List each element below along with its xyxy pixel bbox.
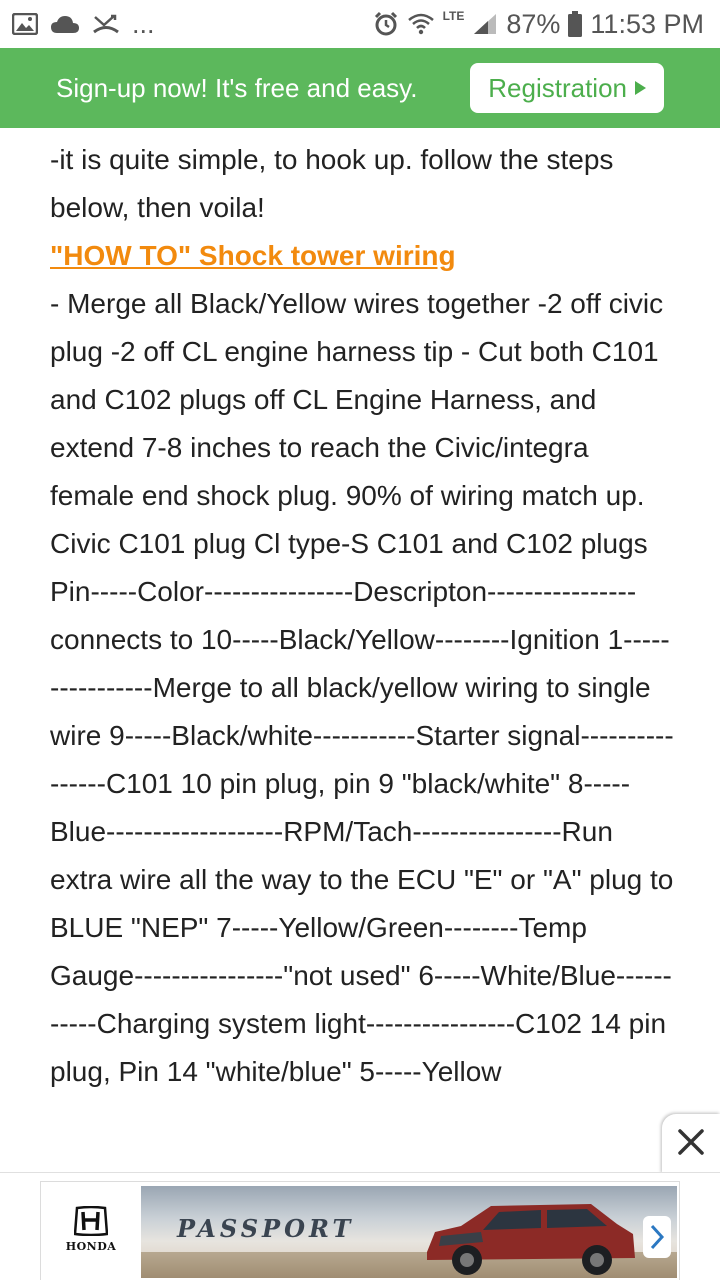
ad-headline: PASSPORT bbox=[177, 1214, 355, 1243]
wifi-icon bbox=[407, 12, 435, 36]
cloud-icon bbox=[50, 14, 80, 34]
gallery-icon bbox=[12, 13, 38, 35]
registration-button[interactable] bbox=[470, 63, 664, 113]
alarm-icon bbox=[373, 11, 399, 37]
battery-percent: 87% bbox=[506, 8, 561, 39]
signup-text: Sign-up now! It's free and easy. bbox=[56, 72, 418, 103]
ad-container bbox=[0, 1172, 720, 1280]
ad-next-button[interactable] bbox=[643, 1216, 671, 1258]
play-arrow-icon bbox=[635, 81, 646, 95]
status-bar bbox=[0, 0, 720, 48]
chevron-right-icon bbox=[649, 1224, 665, 1250]
status-left bbox=[12, 9, 155, 40]
honda-wordmark: HONDA bbox=[65, 1240, 117, 1253]
article-intro: -it is quite simple, to hook up. follow the steps below, then voila! bbox=[50, 144, 614, 223]
ad-banner[interactable] bbox=[40, 1181, 680, 1280]
signal-icon bbox=[472, 12, 498, 36]
ad-image bbox=[141, 1186, 677, 1278]
article-text: - Merge all Black/Yellow wires together -2 off civic plug -2 off CL engine harness tip - Cut both C101 and C102 plugs off CL Engine Harness, and extend 7-8 inches to reach the Civic/integra female end shock plug. 90% of wiring match up. Civic C101 plug Cl type-S C101 and C102 plugs Pin-----Color----------------Descripton----------------connects to 10-----Black/Yellow--------Ignition 1----------------Merge to all black/yellow wiring to single wire 9-----Black/white-----------Starter signal----------------C101 10 pin plug, pin 9 "black/white" 8-----Blue-------------------RPM/Tach----------------Run extra wire all the way to the ECU "E" or "A" plug to BLUE "NEP" 7-----Yellow/Green--------Temp Gauge----------------"not used" 6-----White/Blue-----------Charging system light----------------C102 14 pin plug, Pin 14 "white/blue" 5-----Yellow bbox=[50, 288, 674, 1087]
close-ad-button[interactable] bbox=[662, 1114, 720, 1174]
status-right bbox=[373, 9, 704, 40]
notification-overflow: ... bbox=[132, 8, 155, 39]
registration-label: Registration bbox=[488, 72, 627, 103]
clock: 11:53 PM bbox=[590, 8, 704, 39]
signup-banner bbox=[0, 48, 720, 128]
battery-icon bbox=[568, 11, 582, 37]
honda-logo bbox=[49, 1206, 133, 1262]
suv-car-icon bbox=[421, 1192, 641, 1278]
close-icon bbox=[677, 1128, 705, 1161]
article-body bbox=[50, 136, 675, 1096]
howto-link[interactable]: "HOW TO" Shock tower wiring bbox=[50, 240, 456, 271]
network-type: LTE bbox=[442, 9, 465, 23]
missed-call-icon bbox=[92, 13, 120, 35]
honda-h-icon bbox=[74, 1206, 108, 1236]
